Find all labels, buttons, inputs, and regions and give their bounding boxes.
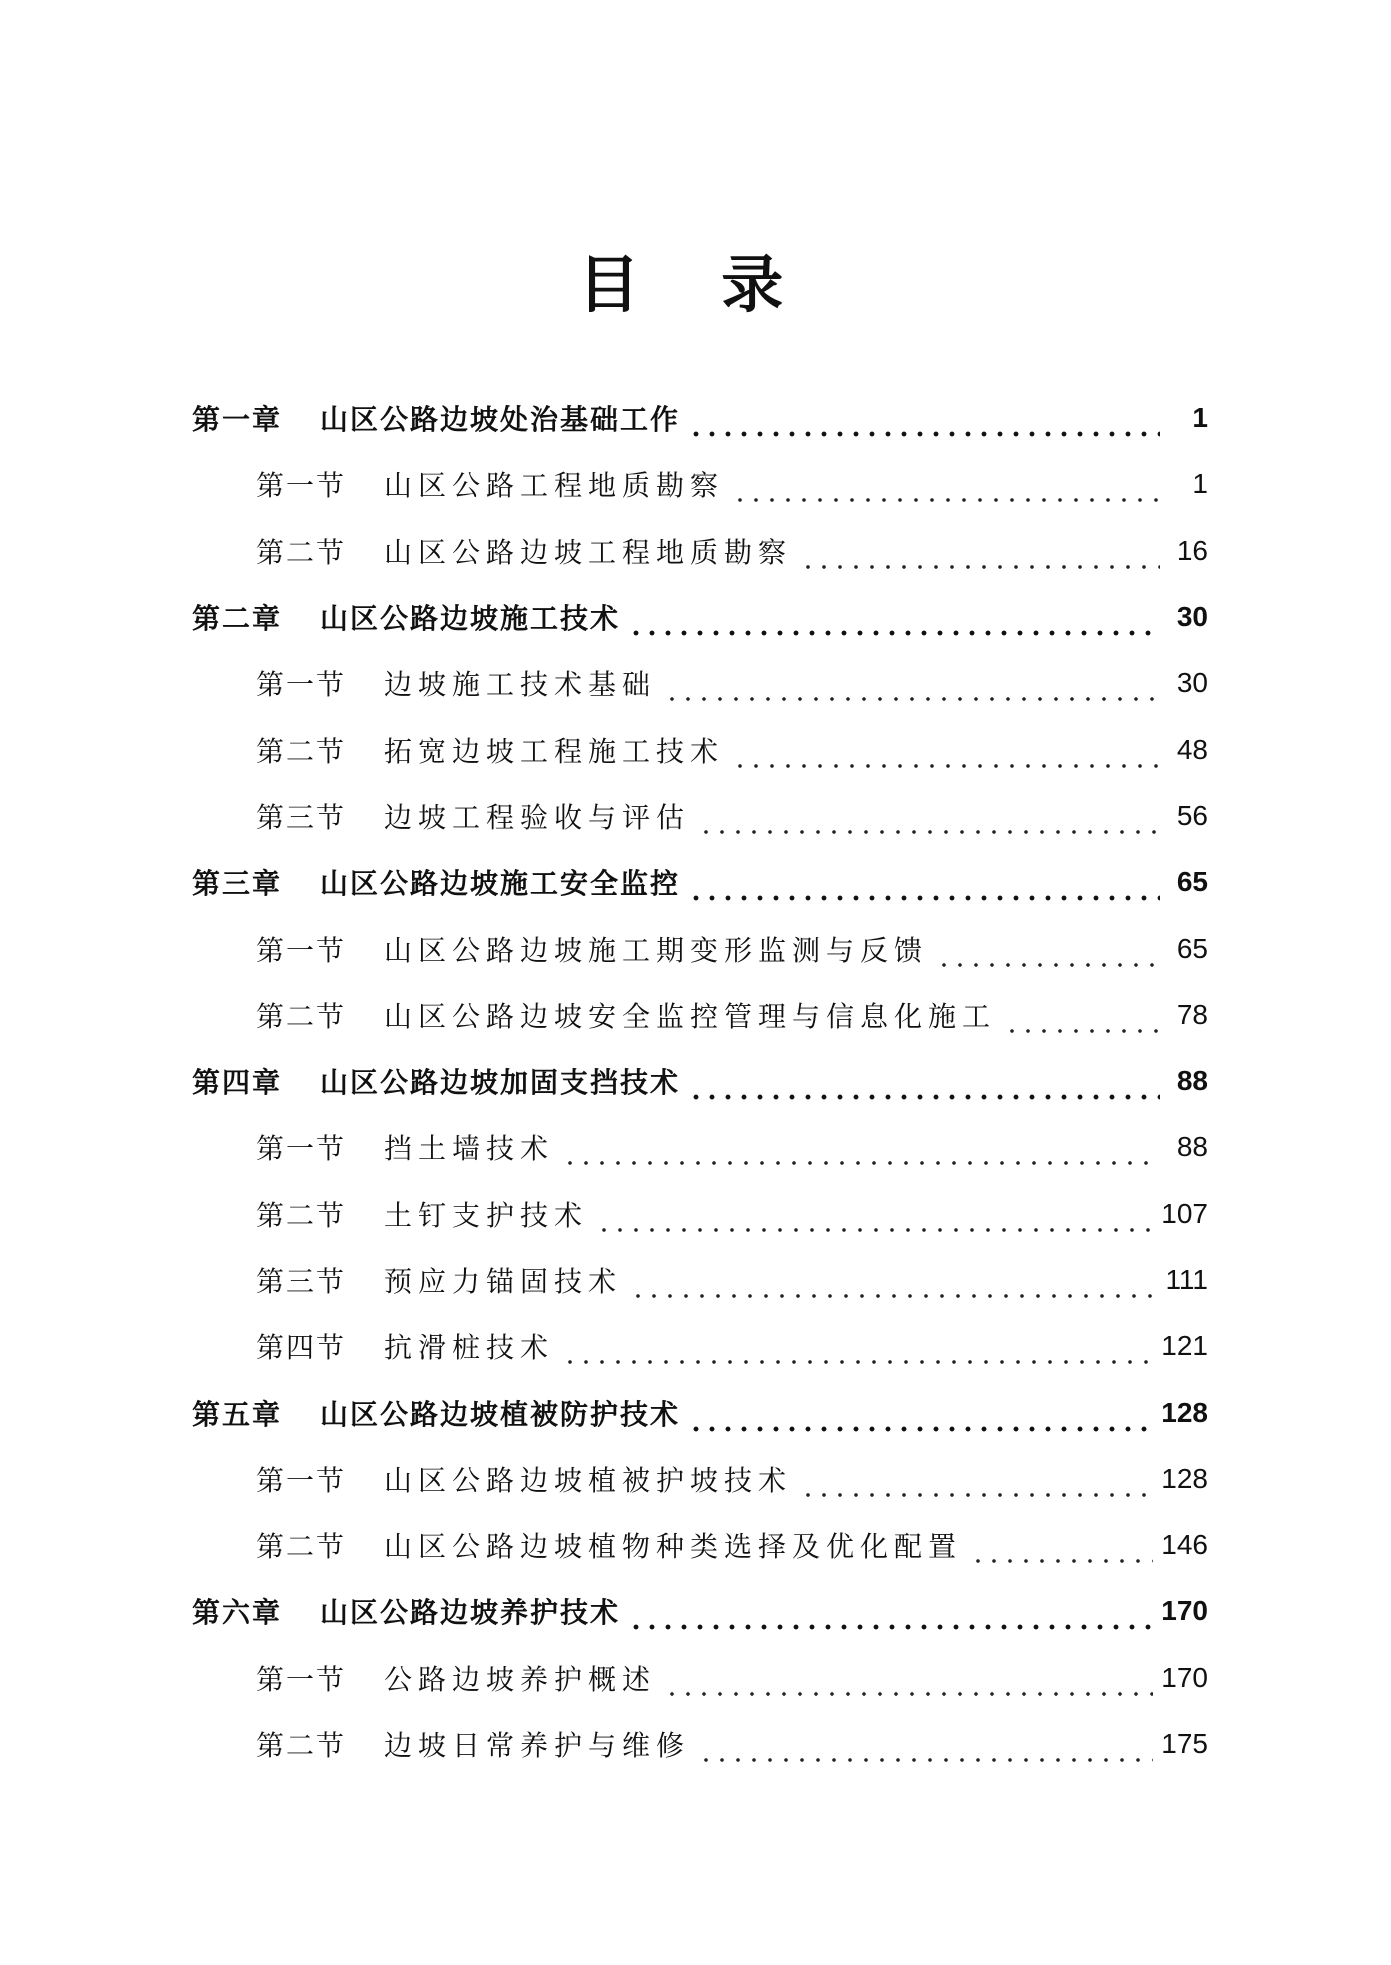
toc-section-1-2[interactable] (192, 518, 1208, 584)
toc-title: 山区公路边坡施工期变形监测与反馈 (384, 933, 929, 967)
toc-page-number: 1 (1192, 468, 1208, 500)
toc-title: 拓宽边坡工程施工技术 (384, 734, 725, 768)
toc-page-number: 128 (1161, 1396, 1208, 1428)
dot-leader (664, 1670, 1153, 1698)
toc-label: 第六章 (192, 1596, 283, 1630)
dot-leader (732, 742, 1160, 770)
toc-page-number: 1 (1192, 402, 1208, 434)
toc-section-6-1[interactable] (192, 1645, 1208, 1711)
toc-section-2-1[interactable] (192, 650, 1208, 716)
page-title: 目 录 (577, 248, 814, 321)
toc-chapter-5[interactable] (192, 1379, 1208, 1445)
table-of-contents (192, 385, 1208, 1777)
toc-section-5-1[interactable] (192, 1446, 1208, 1512)
toc-chapter-2[interactable] (192, 584, 1208, 650)
toc-page-number: 78 (1176, 998, 1208, 1030)
toc-page-number: 175 (1161, 1728, 1208, 1760)
toc-label: 第二节 (256, 999, 347, 1033)
dot-leader (688, 1073, 1160, 1101)
toc-title: 边坡日常养护与维修 (384, 1729, 691, 1763)
toc-label: 第一节 (256, 933, 347, 967)
toc-page-number: 111 (1165, 1264, 1208, 1295)
toc-title: 山区公路边坡植物种类选择及优化配置 (384, 1530, 963, 1564)
toc-section-4-4[interactable] (192, 1313, 1208, 1379)
toc-label: 第五章 (192, 1397, 283, 1431)
toc-label: 第二节 (256, 535, 347, 569)
toc-label: 第一节 (256, 469, 347, 503)
toc-page-number: 146 (1161, 1529, 1208, 1561)
toc-label: 第三节 (256, 1265, 347, 1298)
dot-leader (800, 543, 1160, 571)
toc-title: 边坡工程验收与评估 (384, 800, 691, 834)
toc-title: 挡土墙技术 (384, 1132, 555, 1166)
toc-title: 山区公路边坡植被防护技术 (320, 1397, 681, 1431)
toc-title: 土钉支护技术 (384, 1198, 589, 1232)
toc-title: 公路边坡养护概述 (384, 1662, 657, 1696)
toc-page-number: 48 (1176, 733, 1208, 765)
toc-title: 山区公路边坡加固支挡技术 (320, 1066, 681, 1100)
toc-label: 第四章 (192, 1066, 283, 1100)
toc-page-number: 56 (1176, 799, 1208, 831)
toc-title: 山区公路边坡施工技术 (320, 602, 621, 636)
dot-leader (628, 609, 1160, 637)
toc-title: 山区公路边坡安全监控管理与信息化施工 (384, 999, 997, 1033)
toc-section-3-2[interactable] (192, 982, 1208, 1048)
toc-page-number: 170 (1161, 1595, 1208, 1627)
toc-page-number: 88 (1176, 1131, 1208, 1163)
dot-leader (688, 410, 1160, 438)
toc-title: 山区公路边坡施工安全监控 (320, 867, 681, 901)
toc-section-1-1[interactable] (192, 451, 1208, 517)
toc-chapter-3[interactable] (192, 849, 1208, 915)
dot-leader (664, 675, 1160, 703)
toc-label: 第三节 (256, 800, 347, 834)
dot-leader (630, 1272, 1157, 1300)
toc-label: 第四节 (256, 1331, 347, 1365)
toc-title: 山区公路边坡植被护坡技术 (384, 1463, 793, 1497)
toc-label: 第一节 (256, 1463, 347, 1497)
toc-title: 山区公路边坡工程地质勘察 (384, 535, 793, 569)
toc-section-6-2[interactable] (192, 1711, 1208, 1777)
toc-page-number: 30 (1176, 601, 1208, 633)
toc-chapter-1[interactable] (192, 385, 1208, 451)
toc-section-5-2[interactable] (192, 1512, 1208, 1578)
toc-section-4-3[interactable] (192, 1247, 1208, 1313)
toc-label: 第一节 (256, 1662, 347, 1696)
toc-label: 第一节 (256, 1132, 347, 1166)
toc-page-number: 30 (1176, 667, 1208, 699)
toc-label: 第一章 (192, 403, 283, 437)
toc-page-number: 65 (1176, 932, 1208, 964)
toc-title: 预应力锚固技术 (384, 1265, 623, 1298)
dot-leader (970, 1537, 1153, 1565)
toc-section-4-2[interactable] (192, 1181, 1208, 1247)
toc-label: 第二节 (256, 734, 347, 768)
toc-label: 第二节 (256, 1729, 347, 1763)
toc-title: 抗滑桩技术 (384, 1331, 555, 1365)
toc-label: 第二节 (256, 1530, 347, 1564)
dot-leader (936, 941, 1160, 969)
dot-leader (698, 808, 1160, 836)
toc-label: 第二章 (192, 602, 283, 636)
toc-page-number: 88 (1176, 1065, 1208, 1097)
toc-section-3-1[interactable] (192, 915, 1208, 981)
dot-leader (698, 1736, 1153, 1764)
toc-page-number: 121 (1161, 1330, 1208, 1362)
dot-leader (596, 1206, 1153, 1234)
toc-title: 边坡施工技术基础 (384, 668, 657, 702)
dot-leader (628, 1603, 1153, 1631)
toc-label: 第二节 (256, 1198, 347, 1232)
toc-page-number: 65 (1176, 866, 1208, 898)
toc-label: 第三章 (192, 867, 283, 901)
toc-page-number: 128 (1161, 1462, 1208, 1494)
toc-page-number: 170 (1161, 1661, 1208, 1693)
toc-title: 山区公路边坡养护技术 (320, 1596, 621, 1630)
toc-label: 第一节 (256, 668, 347, 702)
toc-section-2-2[interactable] (192, 716, 1208, 782)
toc-chapter-4[interactable] (192, 1048, 1208, 1114)
toc-section-2-3[interactable] (192, 783, 1208, 849)
dot-leader (562, 1338, 1153, 1366)
toc-title: 山区公路工程地质勘察 (384, 469, 725, 503)
dot-leader (562, 1139, 1160, 1167)
toc-section-4-1[interactable] (192, 1114, 1208, 1180)
toc-page-number: 107 (1161, 1197, 1208, 1229)
toc-chapter-6[interactable] (192, 1578, 1208, 1644)
dot-leader (732, 476, 1160, 504)
toc-title: 山区公路边坡处治基础工作 (320, 403, 681, 437)
dot-leader (688, 1405, 1153, 1433)
dot-leader (1004, 1007, 1160, 1035)
toc-page-number: 16 (1176, 534, 1208, 566)
dot-leader (688, 874, 1160, 902)
dot-leader (800, 1471, 1153, 1499)
